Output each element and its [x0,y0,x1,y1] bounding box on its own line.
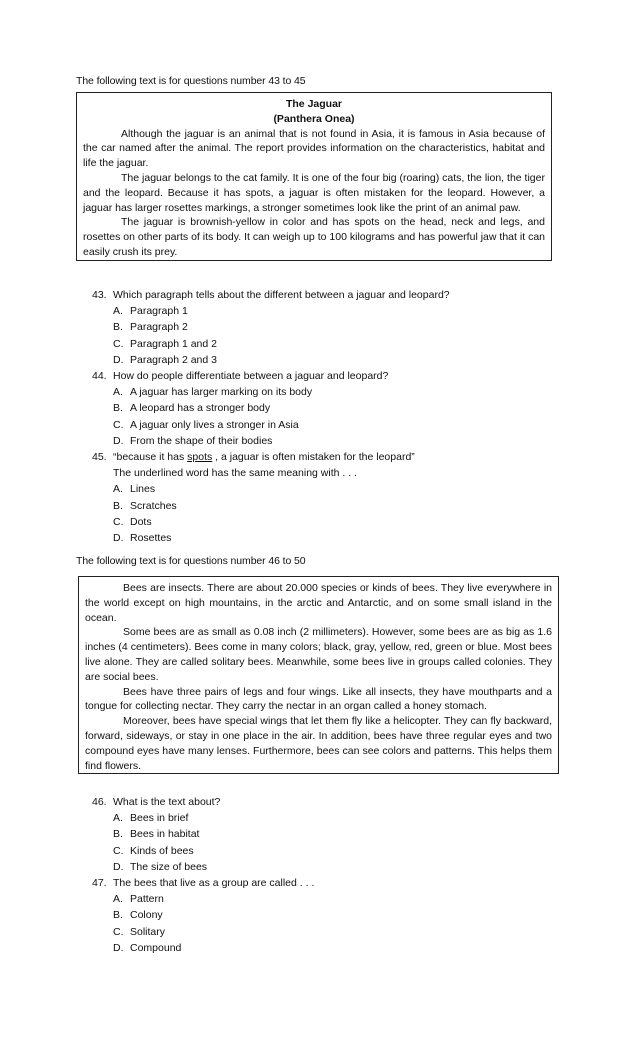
answer-option: A. A jaguar has larger marking on its body [113,386,313,399]
paragraph: Although the jaguar is an animal that is not found in Asia, it is famous in Asia because of the car named after the animal. The report provides information on the characteristics, habitat and life the jaguar. [83,127,545,170]
question-list-1 [92,287,562,546]
answer-option: C. Solitary [113,925,166,938]
answer-option: C. Paragraph 1 and 2 [113,337,217,350]
answer-option: D. Rosettes [113,532,172,545]
paragraph: The jaguar belongs to the cat family. It is one of the four big (roaring) cats, the lion, the tiger and the leopard. Because it has spots, a jaguar is often mistaken for the leopard. However, a jaguar has larger rosettes markings, a stronger sometimes look like the print of an animal paw. [83,171,545,214]
answer-option: D. Compound [113,941,182,954]
answer-option: B. Colony [113,909,163,922]
section1-intro: The following text is for questions number 43 to 45 [76,75,306,87]
answer-option: C. Kinds of bees [113,844,194,857]
question: 43. Which paragraph tells about the different between a jaguar and leopard? [92,289,450,301]
paragraph: Moreover, bees have special wings that let them fly like a helicopter. They can fly backward, forward, sideways, or stay in one place in the air. In addition, bees have three regular eyes and two compound eyes have many lenses. Furthermore, bees can see colors and patterns. This helps them find flowers. [85,715,552,772]
paragraph: Bees are insects. There are about 20.000 species or kinds of bees. They live everywhere in the world except on high mountains, in the arctic and Antarctic, and on some small island in the ocean. [85,582,552,624]
bees-text-box [78,576,559,774]
answer-option: D. The size of bees [113,860,208,873]
paragraph: The jaguar is brownish-yellow in color and has spots on the head, neck and legs, and rosettes on other parts of its body. It can weigh up to 100 kilograms and has powerful jaw that it can easily crush its prey. [83,216,545,258]
answer-option: A. Lines [113,483,156,496]
paragraph: Bees have three pairs of legs and four wings. Like all insects, they have mouthparts and a tongue for collecting nectar. They carry the nectar in an organ called a honey stomach. [85,685,552,713]
underlined-word: spots [187,451,213,464]
answer-option: A. Pattern [113,893,164,906]
answer-option: B. Paragraph 2 [113,321,188,334]
question: 44. How do people differentiate between a jaguar and leopard? [92,370,389,383]
question-list-2 [92,794,562,956]
question: 46. What is the text about? [92,796,221,808]
answer-option: C. Dots [113,515,152,528]
answer-option: B. Scratches [113,499,177,512]
question: 47. The bees that live as a group are called . . . [92,877,315,890]
section2-intro: The following text is for questions number 46 to 50 [76,555,306,567]
answer-option: C. A jaguar only lives a stronger in Asia [113,418,299,431]
answer-option: B. A leopard has a stronger body [113,402,271,415]
question: 45. “because it has spots , a jaguar is often mistaken for the leopard” [92,451,415,464]
answer-option: D. From the shape of their bodies [113,434,273,447]
answer-option: B. Bees in habitat [113,828,200,841]
answer-option: A. Bees in brief [113,812,189,825]
passage-subtitle: (Panthera Onea) [273,112,355,125]
passage-title: The Jaguar [285,98,343,110]
answer-option: A. Paragraph 1 [113,305,188,318]
answer-option: D. Paragraph 2 and 3 [113,353,217,366]
paragraph: Some bees are as small as 0.08 inch (2 millimeters). However, some bees are as big as 1.6 inches (4 centimeters). Bees come in many colors; black, gray, yellow, red, green or blue. Most bees live alone. They are called solitary bees. Meanwhile, some bees live in groups called colonies. They are social bees. [85,626,552,683]
jaguar-text-box [76,92,552,261]
question-subtext: The underlined word has the same meaning with . . . [113,467,357,480]
